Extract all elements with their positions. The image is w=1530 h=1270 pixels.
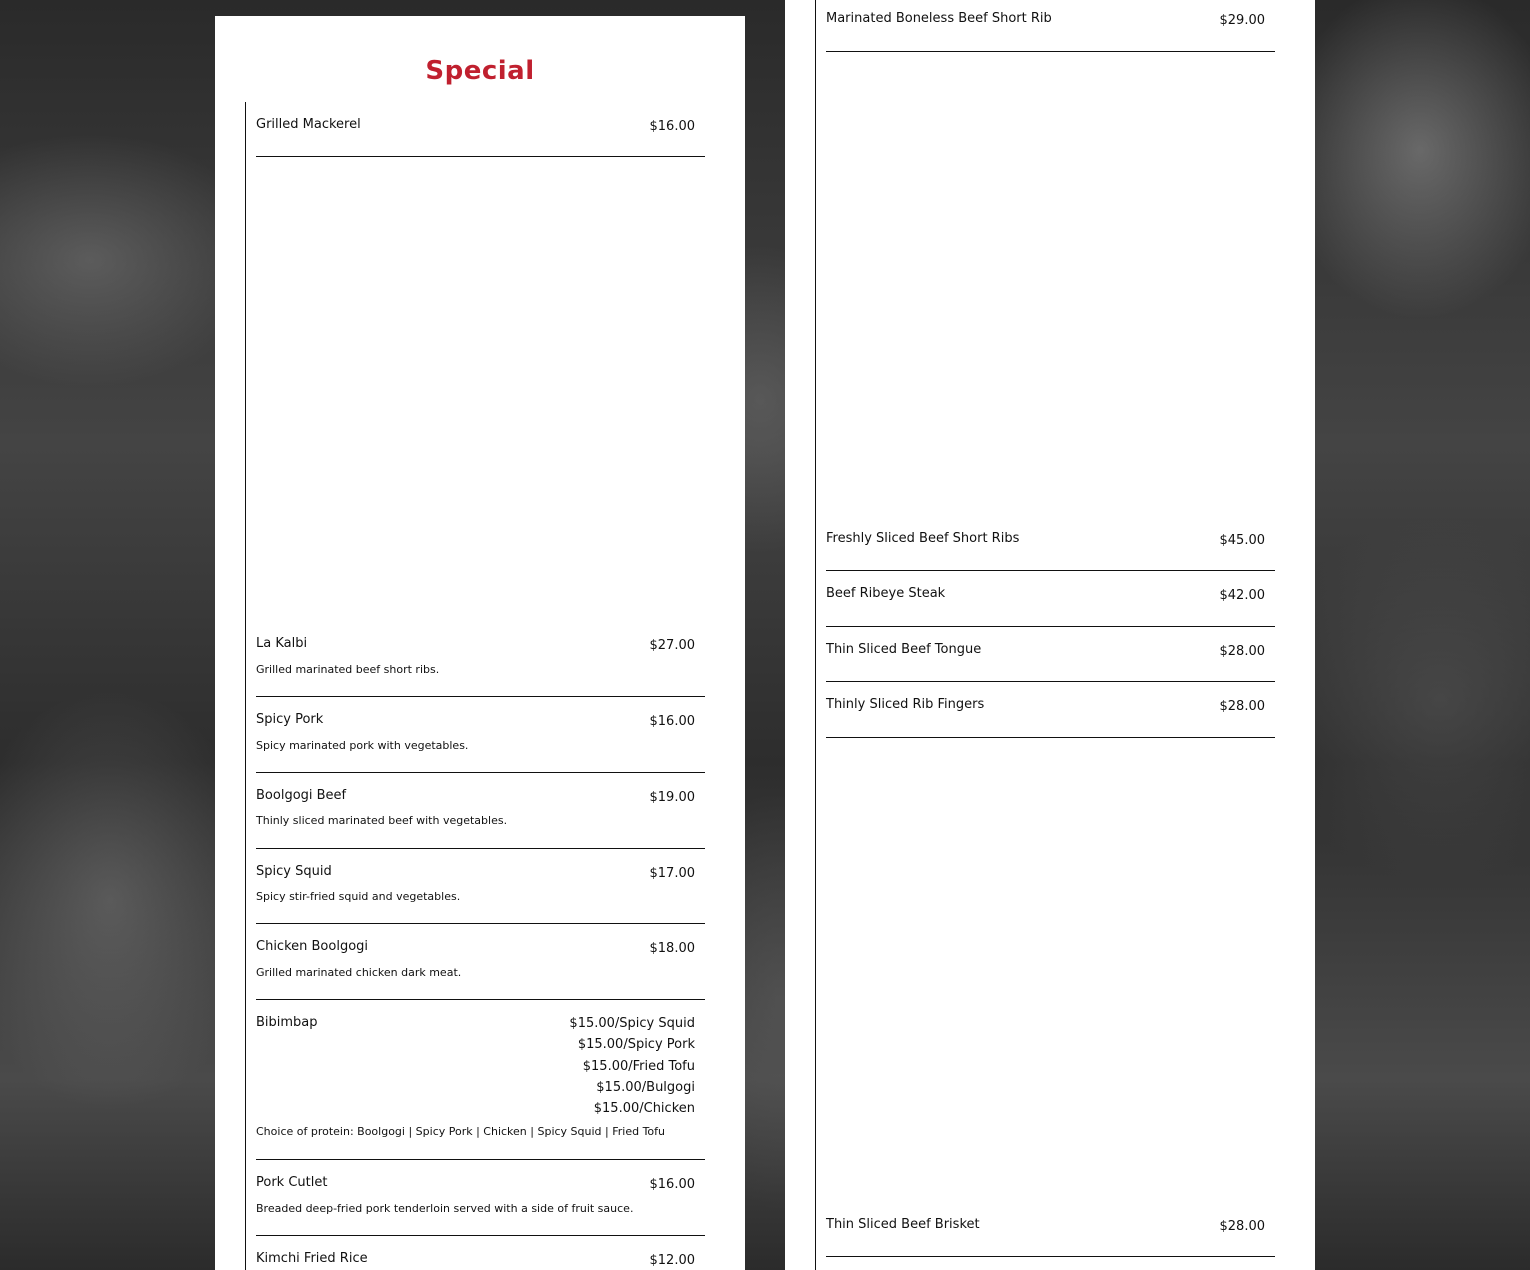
- item-price: $19.00: [649, 790, 695, 805]
- item-divider: [826, 51, 1275, 52]
- item-name: Grilled Mackerel: [256, 117, 361, 132]
- item-price: $16.00: [649, 1177, 695, 1192]
- item-price: $27.00: [649, 638, 695, 653]
- item-divider: [256, 999, 705, 1000]
- item-price: $42.00: [1219, 588, 1265, 603]
- item-price: $16.00: [649, 119, 695, 134]
- item-description: Choice of protein: Boolgogi | Spicy Pork | Chicken | Spicy Squid | Fried Tofu: [256, 1125, 666, 1138]
- item-price: $45.00: [1219, 533, 1265, 548]
- price-option: $15.00/Bulgogi: [596, 1079, 695, 1095]
- item-price: $12.00: [649, 1253, 695, 1268]
- menu-item-boolgogi-beef: [256, 788, 705, 849]
- special-menu-panel: [215, 16, 745, 1270]
- price-option: $15.00/Spicy Pork: [577, 1037, 695, 1053]
- menu-item-freshly-sliced-beef-short-ribs: [826, 531, 1275, 571]
- item-name: La Kalbi: [256, 636, 308, 651]
- item-divider: [826, 570, 1275, 571]
- item-name: Thin Sliced Beef Tongue: [826, 642, 982, 657]
- item-name: Freshly Sliced Beef Short Ribs: [826, 531, 1020, 546]
- menu-item-grilled-mackerel: [256, 117, 705, 157]
- item-price: $16.00: [649, 714, 695, 729]
- vertical-divider: [815, 0, 816, 1270]
- item-description: Breaded deep-fried pork tenderloin served with a side of fruit sauce.: [256, 1202, 634, 1215]
- section-title: Special: [425, 56, 535, 86]
- item-divider: [256, 1235, 705, 1236]
- item-divider: [826, 626, 1275, 627]
- price-option: $15.00/Chicken: [593, 1101, 695, 1117]
- item-name: Bibimbap: [256, 1015, 318, 1030]
- menu-item-la-kalbi: [256, 636, 705, 697]
- item-price: $29.00: [1219, 13, 1265, 28]
- item-description: Grilled marinated beef short ribs.: [256, 663, 440, 676]
- menu-item-pork-cutlet: [256, 1175, 705, 1236]
- item-name: Kimchi Fried Rice: [256, 1251, 368, 1266]
- menu-item-chicken-boolgogi: [256, 939, 705, 1000]
- item-divider: [256, 1159, 705, 1160]
- item-name: Chicken Boolgogi: [256, 939, 369, 954]
- item-divider: [256, 923, 705, 924]
- item-divider: [826, 737, 1275, 738]
- item-price: $28.00: [1219, 699, 1265, 714]
- menu-item-bibimbap: [256, 1015, 705, 1160]
- item-description: Grilled marinated chicken dark meat.: [256, 966, 462, 979]
- menu-item-thin-sliced-beef-brisket: [826, 1217, 1275, 1257]
- item-description: Spicy marinated pork with vegetables.: [256, 739, 469, 752]
- item-divider: [256, 156, 705, 157]
- menu-item-marinated-boneless-beef-short-rib: [826, 11, 1275, 52]
- price-option: $15.00/Fried Tofu: [582, 1058, 695, 1074]
- menu-item-beef-ribeye-steak: [826, 586, 1275, 627]
- item-divider: [256, 772, 705, 773]
- bbq-menu-panel: [785, 0, 1315, 1270]
- item-divider: [256, 848, 705, 849]
- item-name: Thinly Sliced Rib Fingers: [826, 697, 985, 712]
- item-description: Spicy stir-fried squid and vegetables.: [256, 890, 461, 903]
- price-option: $15.00/Spicy Squid: [569, 1016, 695, 1031]
- menu-item-kimchi-fried-rice: [256, 1251, 705, 1270]
- menu-item-spicy-squid: [256, 864, 705, 924]
- item-price: $17.00: [649, 866, 695, 881]
- item-name: Pork Cutlet: [256, 1175, 328, 1190]
- item-price-options: [569, 1013, 695, 1119]
- item-name: Thin Sliced Beef Brisket: [826, 1217, 980, 1232]
- item-price: $18.00: [649, 941, 695, 956]
- vertical-divider: [245, 102, 246, 1270]
- item-divider: [256, 696, 705, 697]
- menu-item-thin-sliced-beef-tongue: [826, 642, 1275, 682]
- item-description: Thinly sliced marinated beef with vegetables.: [256, 814, 508, 827]
- item-name: Marinated Boneless Beef Short Rib: [826, 11, 1052, 26]
- item-divider: [826, 1256, 1275, 1257]
- menu-item-spicy-pork: [256, 712, 705, 773]
- item-divider: [826, 681, 1275, 682]
- item-name: Spicy Pork: [256, 712, 324, 727]
- item-name: Beef Ribeye Steak: [826, 586, 946, 601]
- item-name: Boolgogi Beef: [256, 788, 347, 803]
- item-price: $28.00: [1219, 644, 1265, 659]
- item-name: Spicy Squid: [256, 864, 332, 879]
- menu-item-thinly-sliced-rib-fingers: [826, 697, 1275, 738]
- item-price: $28.00: [1219, 1219, 1265, 1234]
